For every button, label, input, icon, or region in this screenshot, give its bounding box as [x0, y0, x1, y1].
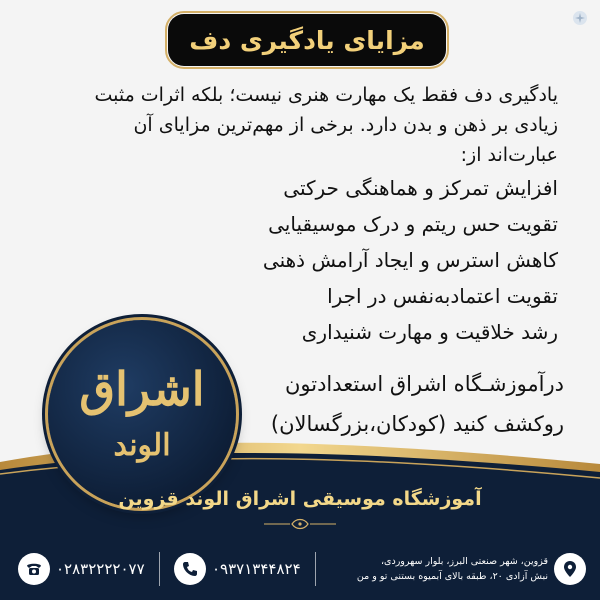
mobile-phone-icon [174, 553, 206, 585]
ornament-icon [262, 516, 338, 532]
benefit-item: تقویت اعتمادبه‌نفس در اجرا [327, 284, 558, 308]
contact-bar [0, 538, 600, 600]
landline-contact[interactable] [18, 553, 145, 585]
address-contact[interactable] [330, 553, 586, 585]
address-text [330, 554, 548, 584]
logo-main-text: اشراق [79, 362, 205, 416]
body-text [38, 80, 558, 350]
cta-line: روکشف کنید (کودکان،بزرگسالان) [270, 412, 564, 436]
location-pin-icon [554, 553, 586, 585]
benefit-item: تقویت حس ریتم و درک موسیقیایی [268, 212, 558, 236]
mobile-number: ۰۹۳۷۱۳۴۴۸۲۴ [212, 560, 301, 578]
mobile-contact[interactable] [174, 553, 301, 585]
page-title: مزایای یادگیری دف [189, 25, 425, 55]
logo-sub-text: الوند [113, 428, 171, 463]
cta-line: درآموزشـگاه اشراق استعدادتون [284, 372, 564, 396]
title-banner [168, 14, 446, 66]
cta-text [234, 364, 564, 444]
intro-line: زیادی بر ذهن و بدن دارد. برخی از مهم‌ترین مزایای آن [133, 114, 558, 136]
intro-line: یادگیری دف فقط یک مهارت هنری نیست؛ بلکه اثرات مثبت [94, 84, 558, 106]
telephone-icon [18, 553, 50, 585]
benefit-item: کاهش استرس و ایجاد آرامش ذهنی [262, 248, 558, 272]
sparkle-icon [572, 10, 588, 26]
school-logo [48, 320, 236, 508]
divider [315, 552, 316, 586]
divider [159, 552, 160, 586]
benefit-item: رشد خلاقیت و مهارت شنیداری [301, 320, 558, 344]
address-line: نبش آزادی ۲۰، طبقه بالای آبمیوه بستنی تو و من [356, 571, 548, 582]
landline-number: ۰۲۸۳۲۲۲۲۰۷۷ [56, 560, 145, 578]
school-name: آموزشگاه موسیقی اشراق الوند قزوین [118, 488, 482, 510]
address-line: قزوین، شهر صنعتی البرز، بلوار سهروردی، [380, 556, 548, 567]
benefit-item: افزایش تمرکز و هماهنگی حرکتی [283, 176, 558, 200]
intro-line: عبارت‌اند از: [460, 144, 558, 166]
